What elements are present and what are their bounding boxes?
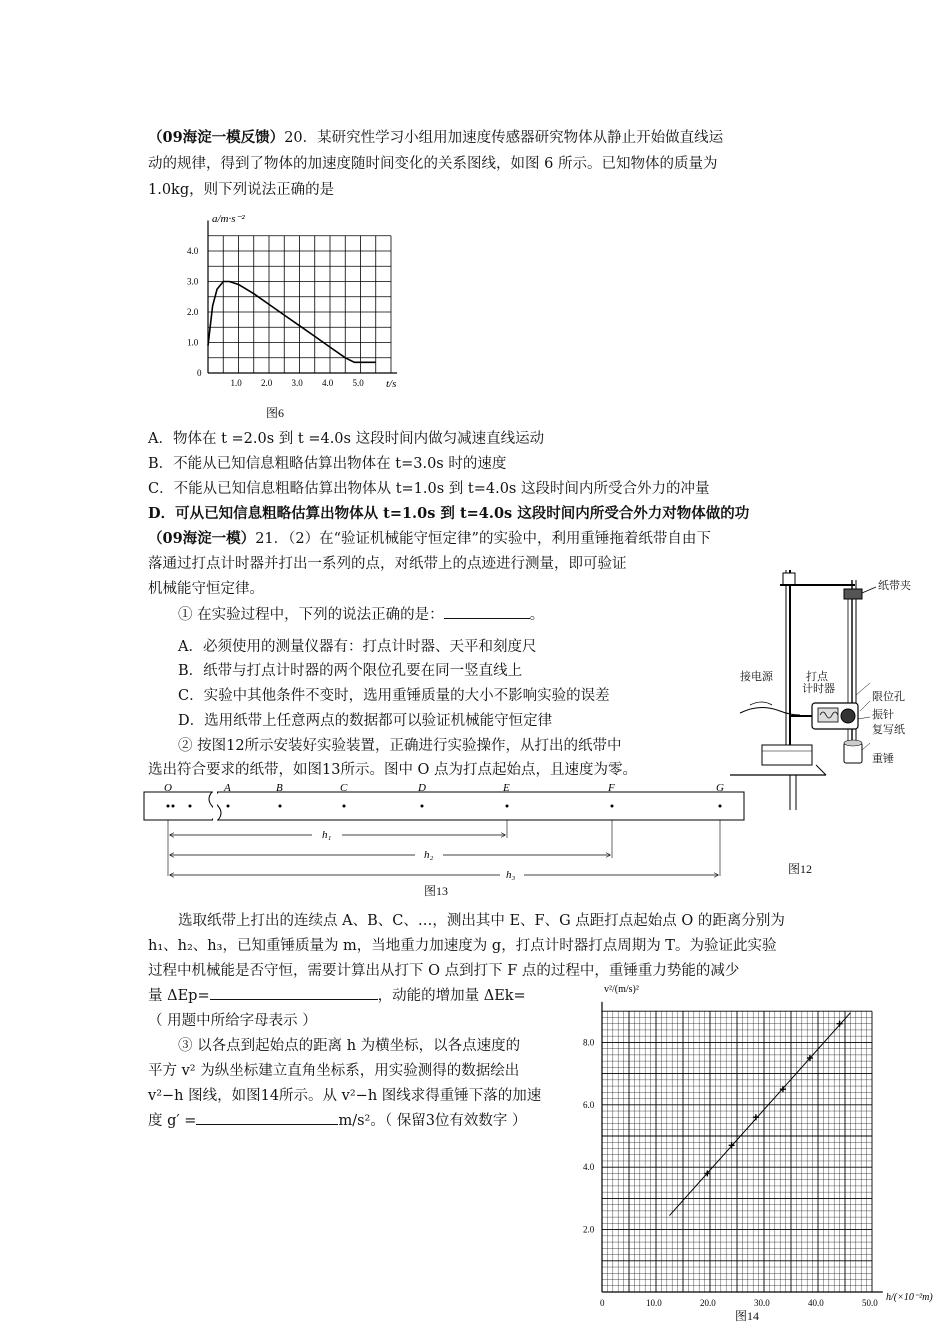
fig6-ylabel: a/m·s⁻² [212,213,245,225]
q21-sub2-line1: ② 按图12所示安装好实验装置，正确进行实验操作，从打出的纸带中 [178,738,622,754]
fig13-label-D: D [418,782,426,794]
fig12-label-timer1: 打点 [806,671,828,683]
q21-stem-line1: （09海淀一模）21．（2）在“验证机械能守恒定律”的实验中，利用重锤拖着纸带自由下 [148,530,711,547]
q20-option-d: D．可从已知信息粗略估算出物体从 t=1.0s 到 t=4.0s 这段时间内所受合外力对物体做的功 [148,505,750,522]
fig13-tape [140,780,750,880]
fig13-dot-F [611,805,614,808]
q20-option-a: A．物体在 t =2.0s 到 t =4.0s 这段时间内做匀减速直线运动 [148,431,545,447]
fig13-label-O: O [164,782,172,794]
q21-option-c: C．实验中其他条件不变时，选用重锤质量的大小不影响实验的误差 [178,688,610,704]
q21-option-a: A．必须使用的测量仪器有：打点计时器、天平和刻度尺 [178,639,537,655]
fig13-dot-G [719,805,722,808]
q21-acceleration-blank[interactable] [196,1110,338,1125]
fig13-dot-D [421,805,424,808]
fig14-y-tick-label: 6.0 [583,1099,595,1110]
q20-stem-line2: 动的规律，得到了物体的加速度随时间变化的关系图线，如图 6 所示。已知物体的质量为 [148,156,718,172]
fig13-label-G: G [716,782,724,794]
fig6-xlabel: t/s [386,378,397,390]
q21-para-line3: 过程中机械能是否守恒，需要计算出从打下 O 点到打下 F 点的过程中，重锤重力势能的减少 [148,963,740,979]
q21-sub3-line3: v²−h 图线，如图14所示。从 v²−h 图线求得重锤下落的加速 [148,1088,542,1104]
fig14-y-tick-label: 8.0 [583,1037,595,1048]
fig14-x-tick-label: 0 [600,1298,605,1308]
fig6-y-tick-label: 1.0 [187,337,199,348]
fig13-h2: h₂ [424,849,434,861]
fig6-x-tick-label: 3.0 [291,378,303,388]
fig14-x-tick-label: 40.0 [808,1298,824,1308]
fig14-data-point [753,1114,759,1120]
q21-option-d: D．选用纸带上任意两点的数据都可以验证机械能守恒定律 [178,713,553,729]
q21-sub2-line2: 选出符合要求的纸带，如图13所示。图中 O 点为打点起始点，且速度为零。 [148,762,638,778]
q21-sub3-line4: 度 g′ = m/s²。（ 保留3位有效数字 ） [148,1109,527,1130]
fig6-y-tick-label: 0 [197,368,202,378]
fig13-caption: 图13 [424,884,449,898]
q21-sub1-answer-blank[interactable] [444,604,530,619]
fig12-label-carbon: 复写纸 [872,724,905,736]
fig14-x-tick-label: 20.0 [700,1298,716,1308]
q20-source: （09海淀一模反馈） [148,129,285,146]
fig12-label-needle: 振针 [872,709,894,721]
fig6-chart [180,205,410,395]
fig14-xlabel: h/(×10⁻²m) [886,1292,933,1303]
fig14-x-tick-label: 10.0 [646,1298,662,1308]
fig14-y-tick-label: 4.0 [583,1162,595,1173]
fig14-y-tick-label: 2.0 [583,1224,595,1235]
fig13-label-A: A [224,782,231,794]
fig6-caption: 图6 [266,406,285,420]
fig6-x-tick-label: 1.0 [230,378,242,388]
fig14-data-point [837,1021,843,1027]
q21-sub3-line1: ③ 以各点到起始点的距离 h 为横坐标，以各点速度的 [178,1038,521,1054]
fig13-dot [172,805,175,808]
fig14-grid [602,1002,883,1292]
fig12-caption: 图12 [788,862,813,876]
q21-stem-line2: 落通过打点计时器并打出一系列的点，对纸带上的点迹进行测量，即可验证 [148,556,627,572]
q21-potential-energy-blank[interactable] [210,985,378,1000]
q21-sub1: ① 在实验过程中，下列的说法正确的是： 。 [178,603,544,624]
q20-option-b: B．不能从已知信息粗略估算出物体在 t=3.0s 时的速度 [148,456,507,472]
fig13-label-F: F [608,782,615,794]
q21-para-line1: 选取纸带上打出的连续点 A、B、C、…，测出其中 E、F、G 点距打点起始点 O 的距离分别为 [178,913,785,929]
fig13-label-C: C [340,782,348,794]
fig6-curve [208,282,376,363]
fig13-h1: h₁ [322,829,332,841]
q21-stem-line3: 机械能守恒定律。 [148,581,264,597]
fig6-x-tick-label: 2.0 [261,378,273,388]
fig13-dot [189,805,192,808]
fig14-x-tick-label: 50.0 [862,1298,878,1308]
fig13-h3: h₃ [506,869,516,880]
fig13-dot-O [167,805,170,808]
q21-para-line2: h₁、h₂、h₃，已知重锤质量为 m，当地重力加速度为 g，打点计时器打点周期为 T。为验证此实验 [148,938,777,954]
q21-sub3-line2: 平方 v² 为纵坐标建立直角坐标系，用实验测得的数据绘出 [148,1063,520,1079]
fig13-dot-B [279,805,282,808]
q20-option-c: C．不能从已知信息粗略估算出物体从 t=1.0s 到 t=4.0s 这段时间内所受合外力的冲量 [148,481,710,497]
fig13-dot-E [506,805,509,808]
fig14-tick-labels [583,1037,878,1308]
fig14-chart [574,980,950,1344]
q20-stem-line3: 1.0kg，则下列说法正确的是 [148,182,335,198]
q21-source: （09海淀一模） [148,530,256,547]
fig14-ylabel: v²/(m/s)² [604,984,639,995]
fig13-dot-C [343,805,346,808]
fig13-label-B: B [276,782,283,794]
q20-stem-line1: （09海淀一模反馈）20．某研究性学习小组用加速度传感器研究物体从静止开始做直线运 [148,129,724,146]
fig12-label-tape-clip: 纸带夹 [878,580,911,592]
fig6-y-tick-label: 4.0 [187,246,199,256]
q21-para-line4: 量 ΔEp= ，动能的增加量 ΔEk= [148,984,526,1005]
fig14-caption: 图14 [735,1309,760,1323]
fig13-label-E: E [503,782,510,794]
fig6-x-tick-label: 4.0 [322,378,334,388]
fig12-label-weight: 重锤 [872,753,894,765]
fig12-label-power: 接电源 [740,671,773,683]
fig6-y-tick-label: 3.0 [187,276,199,287]
fig6-y-tick-label: 2.0 [187,307,199,317]
fig14-x-tick-label: 30.0 [754,1298,770,1308]
q21-option-b: B．纸带与打点计时器的两个限位孔要在同一竖直线上 [178,663,523,679]
fig6-grid [208,236,391,373]
fig6-x-tick-label: 5.0 [352,378,364,388]
fig12-apparatus [730,565,950,825]
fig12-label-hole: 限位孔 [872,691,905,703]
fig12-label-timer2: 计时器 [802,683,835,695]
fig13-dot-A [227,805,230,808]
q21-para-line5: （ 用题中所给字母表示 ） [148,1013,317,1029]
fig6-tick-labels [187,246,364,388]
